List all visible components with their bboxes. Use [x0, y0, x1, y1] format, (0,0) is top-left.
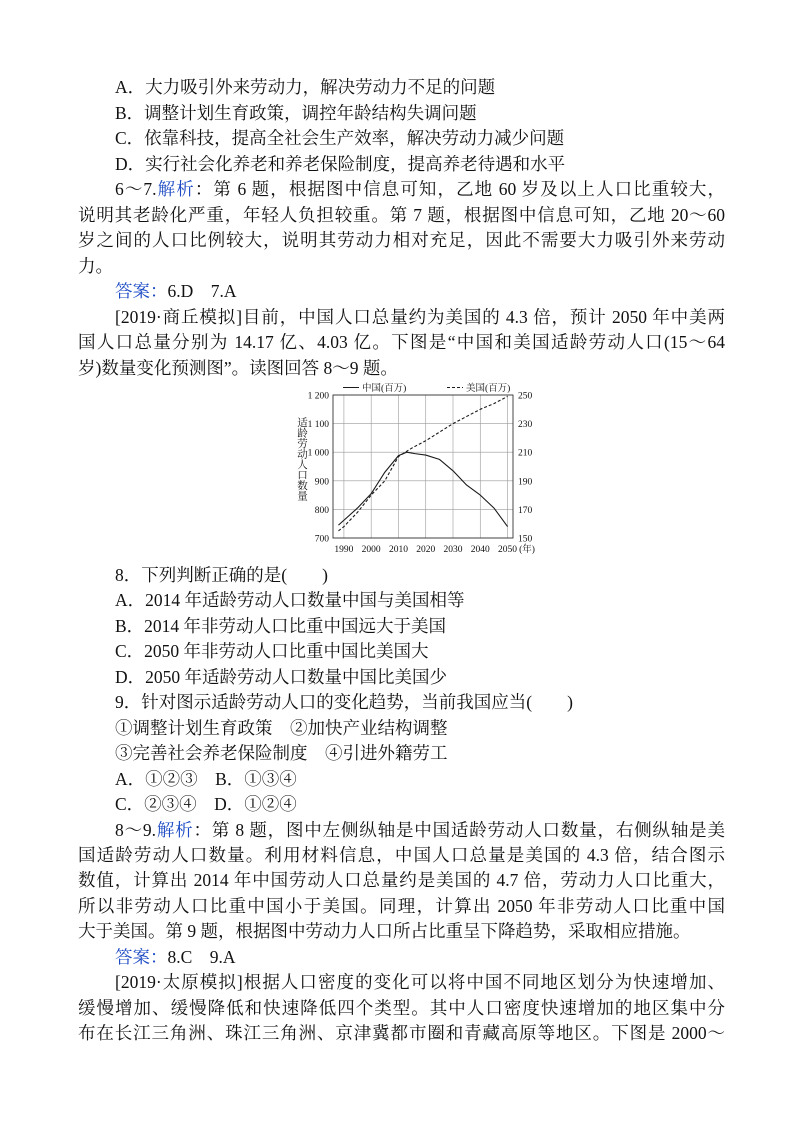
left-axis-tick-label: 1 200 — [307, 391, 329, 402]
material-next-line: 缓慢增加、缓慢降低和快速降低四个类型。其中人口密度快速增加的地区集中分 — [78, 997, 725, 1018]
right-axis-tick-label: 230 — [518, 420, 533, 431]
left-axis-tick-label: 700 — [314, 534, 329, 545]
analysis-8-9-line: 大于美国。第 9 题，根据图中劳动力人口所占比重呈下降趋势，采取相应措施。 — [78, 921, 691, 942]
analysis-6-7-number: 6～7. — [115, 179, 157, 199]
answer-8-9-label: 答案： — [115, 946, 168, 967]
question-8-option-a: A．2014 年适龄劳动人口数量中国与美国相等 — [115, 590, 465, 611]
left-axis-tick-label: 1 000 — [307, 448, 329, 459]
analysis-8-9-line: 国适龄劳动人口数量。利用材料信息，中国人口总量是美国的 4.3 倍，结合图示 — [78, 844, 725, 865]
analysis-8-9-label: 解析 — [156, 819, 194, 840]
labor-population-chart — [290, 378, 540, 564]
left-axis-tick-label: 900 — [314, 477, 329, 488]
prev-option-d: D．实行社会化养老和养老保险制度，提高养老待遇和水平 — [115, 153, 566, 174]
question-9-statements: ③完善社会养老保险制度 ④引进外籍劳工 — [115, 743, 448, 764]
x-axis-tick-label: 1990 — [334, 545, 354, 555]
question-8-option-c: C．2050 年非劳动人口比重中国比美国大 — [115, 641, 429, 662]
plot-frame — [333, 395, 513, 538]
left-axis-tick-label: 800 — [314, 505, 329, 516]
right-axis-tick-label: 170 — [518, 505, 533, 516]
bottom-text-block — [78, 563, 725, 1047]
prev-option-c: C．依靠科技，提高全社会生产效率，解决劳动力减少问题 — [115, 128, 565, 148]
analysis-6-7-line: 说明其老龄化严重，年轻人负担较重。第 7 题，根据图中信息可知，乙地 20～60 — [78, 204, 725, 225]
question-9-stem: 9．针对图示适龄劳动人口的变化趋势，当前我国应当( ) — [115, 692, 573, 713]
answer-6-7-label: 答案： — [115, 281, 168, 301]
material-8-9-line: [2019·商丘模拟]目前，中国人口总量约为美国的 4.3 倍，预计 2050 年中美两 — [115, 306, 725, 327]
chart-canvas — [290, 378, 540, 564]
question-8-option-b: B．2014 年非劳动人口比重中国远大于美国 — [115, 615, 447, 636]
right-axis-tick-label: 250 — [518, 391, 533, 402]
answer-6-7 — [78, 279, 725, 305]
answer-8-9 — [78, 945, 725, 970]
material-8-9-line: 国人口总量分别为 14.17 亿、4.03 亿。下图是“中国和美国适龄劳动人口(15～64 — [78, 332, 725, 352]
question-9-statements: ①调整计划生育政策 ②加快产业结构调整 — [115, 717, 448, 738]
x-axis-tick-label: 2030 — [443, 545, 463, 555]
analysis-8-9-number: 8～9. — [115, 819, 157, 840]
right-axis-tick-label: 150 — [518, 534, 533, 545]
question-9-choices: C．②③④ D．①②④ — [115, 794, 297, 815]
legend-label: 美国(百万) — [466, 384, 511, 394]
analysis-6-7-line — [78, 177, 725, 203]
series-line-usa — [338, 396, 507, 530]
analysis-8-9-line: 数值，计算出 2014 年中国劳动人口总量约是美国的 4.7 倍，劳动力人口比重大， — [78, 870, 725, 891]
analysis-8-9-line — [78, 818, 725, 843]
left-axis-tick-label: 1 100 — [307, 420, 329, 431]
chart-y-axis-label: 适龄劳动人口数量 — [296, 417, 307, 501]
analysis-6-7-label: 解析 — [156, 179, 195, 199]
question-8-option-d: D．2050 年适龄劳动人口数量中国比美国少 — [115, 666, 448, 687]
x-axis-tick-label: 2010 — [388, 545, 408, 555]
answer-8-9-text: 8.C 9.A — [167, 946, 236, 967]
x-axis-unit-label: (年) — [519, 545, 535, 555]
x-axis-tick-label: 2020 — [416, 545, 436, 555]
x-axis-tick-label: 2000 — [361, 545, 381, 555]
material-next-line: 布在长江三角洲、珠江三角洲、京津冀都市圈和青藏高原等地区。下图是 2000～ — [78, 1023, 725, 1044]
analysis-6-7-line: 力。 — [78, 255, 113, 276]
right-axis-tick-label: 190 — [518, 477, 533, 488]
answer-6-7-text: 6.D 7.A — [167, 281, 237, 301]
material-next-line: [2019·太原模拟]根据人口密度的变化可以将中国不同地区划分为快速增加、 — [115, 972, 725, 993]
analysis-6-7-text: ：第 6 题，根据图中信息可知，乙地 60 岁及以上人口比重较大， — [194, 179, 726, 199]
x-axis-tick-label: 2040 — [470, 545, 490, 555]
legend-label: 中国(百万) — [362, 384, 407, 394]
series-line-china — [338, 452, 507, 526]
question-8-stem: 8．下列判断正确的是( ) — [115, 565, 328, 585]
x-axis-tick-label: 2050 — [498, 545, 518, 555]
analysis-8-9-text: ：第 8 题，图中左侧纵轴是中国适龄劳动人口数量，右侧纵轴是美 — [193, 819, 726, 840]
right-axis-tick-label: 210 — [518, 448, 533, 459]
prev-option-a: A．大力吸引外来劳动力，解决劳动力不足的问题 — [115, 77, 496, 97]
analysis-6-7-line: 岁之间的人口比例较大，说明其劳动力相对充足，因此不需要大力吸引外来劳动 — [78, 230, 725, 250]
material-8-9-line: 岁)数量变化预测图”。读图回答 8～9 题。 — [78, 357, 398, 378]
analysis-8-9-line: 所以非劳动人口比重中国小于美国。同理，计算出 2050 年非劳动人口比重中国 — [78, 895, 725, 916]
prev-option-b: B．调整计划生育政策，调控年龄结构失调问题 — [115, 102, 477, 123]
top-text-block — [78, 75, 725, 381]
question-9-choices: A．①②③ B．①③④ — [115, 768, 297, 789]
